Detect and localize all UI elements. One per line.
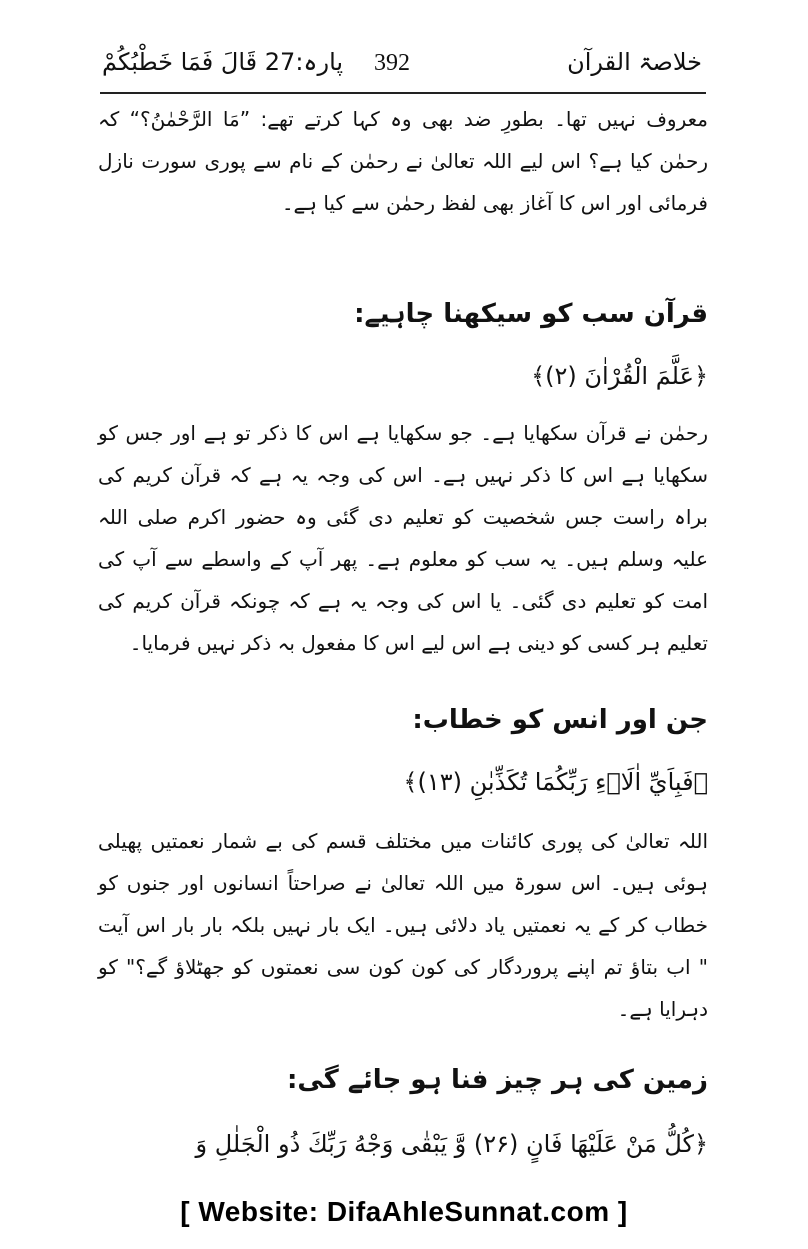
- book-title: خلاصۃ القرآن: [567, 48, 702, 76]
- ayah-close-bracket: ﴾: [403, 768, 418, 796]
- running-head-para: [102, 48, 343, 76]
- ayah-number-marker: (۲): [545, 362, 577, 390]
- ayah-open-bracket: ﴿: [693, 362, 708, 390]
- ayah-open-bracket: ﴿: [693, 768, 708, 796]
- ayah-number-marker: (۲۶): [473, 1130, 519, 1158]
- ayah-text: فَبِاَيِّ اٰلَاۤءِ رَبِّكُمَا تُكَذِّبٰنِ: [469, 768, 694, 796]
- page-number: 392: [374, 50, 410, 76]
- ayah-text: كُلُّ مَنْ عَلَيْهَا فَانٍ: [526, 1130, 694, 1158]
- section-heading-jinn-ins: جن اور انس کو خطاب:: [412, 705, 708, 735]
- ayah-text: عَلَّمَ الْقُرْاٰنَ: [584, 362, 694, 390]
- website-footer: [ Website: DifaAhleSunnat.com ]: [180, 1196, 628, 1227]
- page-header: [102, 40, 702, 84]
- ayah-continuation: وَّ يَبْقٰى وَجْهُ رَبِّكَ ذُو الْجَلٰلِ وَ: [195, 1130, 467, 1158]
- ayah-open-bracket: ﴿: [693, 1130, 708, 1158]
- paragraph-quran-teaching: رحمٰن نے قرآن سکھایا ہے۔ جو سکھایا ہے اس کا ذکر تو ہے اور جس کو سکھایا ہے اس کا ذکر نہیں ہے۔ اس کی وجہ یہ ہے کہ قرآن کریم کی براہ راست جس شخصیت کو تعلیم دی گئی وہ حضور اکرم صلی اللہ علیہ وسلم ہیں۔ یہ سب کو معلوم ہے۔ پھر آپ کے واسطے سے آپ کی امت کو تعلیم دی گئی۔ یا اس کی وجہ یہ ہے کہ چونکہ قرآن کریم کی تعلیم ہر کسی کو دینی ہے اس لیے اس کا مفعول بہ ذکر نہیں فرمایا۔: [98, 421, 708, 655]
- header-divider: [100, 92, 706, 94]
- para-label: پارہ:27: [264, 48, 344, 76]
- para-name: قَالَ فَمَا خَطْبُكُمْ: [102, 48, 258, 76]
- section-heading-fana: زمین کی ہر چیز فنا ہو جائے گی:: [286, 1065, 708, 1095]
- ayah-close-bracket: ﴾: [531, 362, 546, 390]
- ayah-allamal-quran: [98, 354, 708, 398]
- paragraph-intro: معروف نہیں تھا۔ بطورِ ضد بھی وہ کہا کرتے تھے: ”مَا الرَّحْمٰنُ؟“ کہ رحمٰن کیا ہے؟ اس لیے اللہ تعالیٰ نے رحمٰن کے نام سے پوری سورت نازل فرمائی اور اس کا آغاز بھی لفظ رحمٰن سے کیا ہے۔: [98, 107, 708, 215]
- ayah-fabiayyi: [98, 760, 708, 804]
- paragraph-blessings: اللہ تعالیٰ کی پوری کائنات میں مختلف قسم کی بے شمار نعمتیں پھیلی ہوئی ہیں۔ اس سورۃ میں اللہ تعالیٰ نے صراحتاً انسانوں اور جنوں کو خطاب کر کے یہ نعمتیں یاد دلائی ہیں۔ ایک بار نہیں بلکہ بار بار اس آیت " اب بتاؤ تم اپنے پروردگار کی کون کون سی نعمتوں کو جھٹلاؤ گے؟" کو دہرایا ہے۔: [98, 829, 708, 1021]
- ayah-number-marker: (۱۳): [417, 768, 463, 796]
- section-heading-quran: قرآن سب کو سیکھنا چاہیے:: [354, 299, 708, 329]
- ayah-kullu-man: [78, 1122, 708, 1166]
